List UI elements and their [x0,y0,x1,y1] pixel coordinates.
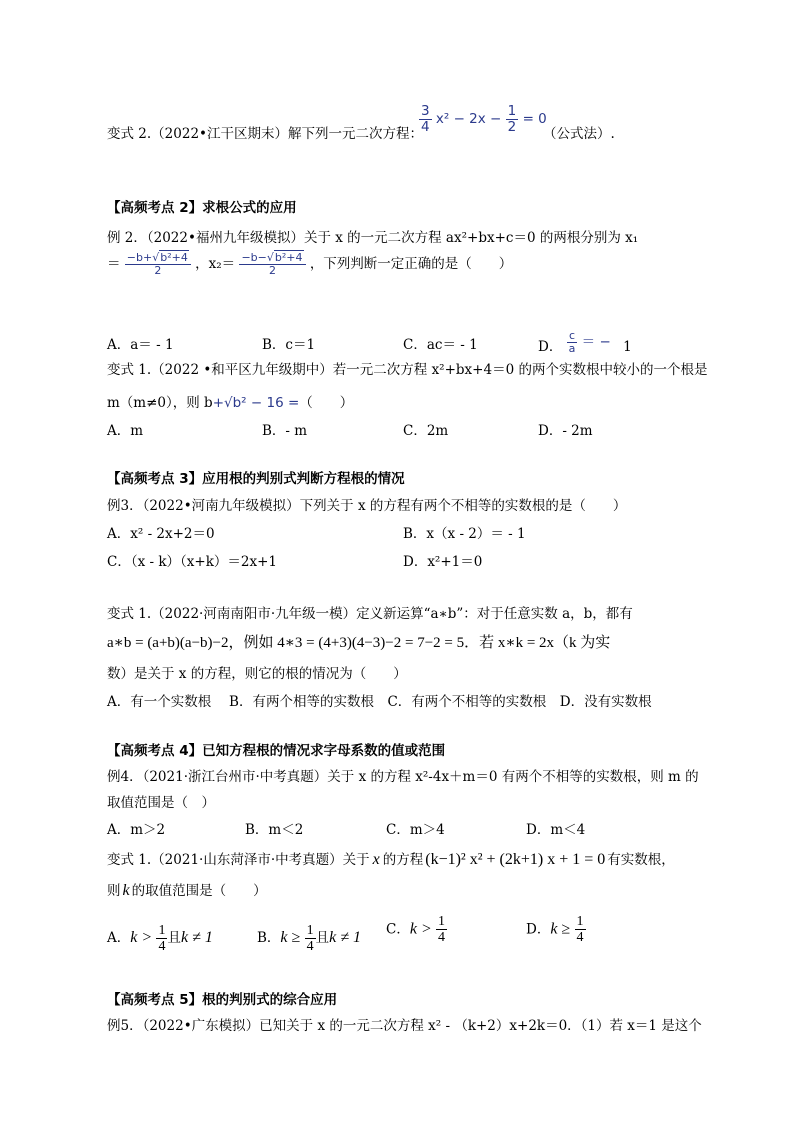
kp4-variant1-option-d: D．k ≥ $\frac{1}{4}$ [526,914,584,946]
kp2-variant1-line1: 变式 1.（2022 •和平区九年级期中）若一元二次方程 x²+bx+4＝0 的两个实数根中较小的一个根是 [107,362,708,378]
kp2-variant1-option-d: D．- 2m [538,423,593,439]
kp4-variant1-option-a: A．k > $\frac{1}{4}$ 且k ≠ 1 [107,922,213,954]
kp5-heading: 【高频考点 5】根的判别式的综合应用 [107,992,338,1008]
kp4-heading: 【高频考点 4】已知方程根的情况求字母系数的值或范围 [107,743,446,759]
kp4-example-line2: 取值范围是（ ） [107,795,215,811]
kp2-option-a: A．a＝ - 1 [107,337,174,353]
kp3-variant1-line2: a∗b = (a+b)(a−b)−2，例如 4∗3 = (4+3)(4−3)−2 = 7−2 = 5．若 x∗k = 2x（k 为实 [107,635,611,651]
kp3-variant1-line3: 数）是关于 x 的方程，则它的根的情况为（ ） [107,666,407,682]
kp2-example-line1: 例 2．（2022•福州九年级模拟）关于 x 的一元二次方程 ax²+bx+c＝0 的两根分别为 x₁ [107,230,639,246]
kp4-example-line1: 例4．（2021·浙江台州市·中考真题）关于 x 的方程 x²-4x＋m＝0 有两个不相等的实数根，则 m 的 [107,769,699,785]
variant2-suffix: （公式法）. [543,126,615,142]
kp4-variant1-line2: 则 k 的取值范围是（ ） [107,882,267,899]
kp4-variant1-option-b: B．k ≥ $\frac{1}{4}$ 且k ≠ 1 [257,922,361,954]
kp2-roots-line: ＝ $\frac{\text{−b+√b²+4}}{2}$ ，x₂＝ $\frac{\text{−b−√b²+4}}{2}$ ，下列判断一定正确的是（ ） [107,251,513,278]
kp3-option-c: C．（x - k）（x+k）＝2x+1 [107,554,277,570]
x2-formula: $\frac{\text{−b−√b²+4}}{2}$ [239,252,305,277]
kp2-variant1-option-c: C．2m [403,423,449,439]
kp4-option-c: C．m＞4 [386,822,445,838]
kp4-option-b: B．m＜2 [245,822,304,838]
kp2-variant1-option-b: B．- m [262,423,308,439]
kp4-option-d: D．m＜4 [526,822,586,838]
kp2-option-d: D． $\frac{c}{a}$ ＝ − 1 [538,328,632,355]
kp3-example-line: 例3．（2022•河南九年级模拟）下列关于 x 的方程有两个不相等的实数根的是（ ） [107,498,627,514]
kp2-option-b: B．c＝1 [262,337,316,353]
variant2-equation-line [107,124,423,144]
kp3-variant1-options: A．有一个实数根 B．有两个相等的实数根 C．有两个不相等的实数根 D．没有实数根 [107,694,652,710]
kp4-variant1-option-c: C．k > $\frac{1}{4}$ [386,914,446,946]
variant2-equation: $\frac{3}{4}$ x² − 2x − $\frac{1}{2}$ = 0 [421,103,547,135]
kp3-option-b: B．x（x - 2）＝ - 1 [403,526,526,542]
fraction-1-2: $\frac{1}{2}$ [507,103,517,135]
fraction-3-4: $\frac{3}{4}$ [421,103,430,135]
kp2-option-c: C．ac＝ - 1 [403,337,478,353]
kp3-heading: 【高频考点 3】应用根的判别式判断方程根的情况 [107,471,405,487]
kp3-variant1-line1: 变式 1.（2022·河南南阳市·九年级一模）定义新运算“a∗b”：对于任意实数 a，b，都有 [107,606,633,622]
kp5-example-line: 例5．（2022•广东模拟）已知关于 x 的一元二次方程 x² - （k+2）x+2k＝0．（1）若 x＝1 是这个 [107,1018,702,1034]
kp2-variant1-option-a: A．m [107,423,144,439]
kp3-option-a: A．x² - 2x+2＝0 [107,526,215,542]
kp2-heading: 【高频考点 2】求根公式的应用 [107,200,297,216]
kp4-option-a: A．m＞2 [107,822,166,838]
kp2-variant1-line2: m（m≠0），则 b+√b² − 16 =（ ） [107,395,354,411]
variant2-label: 变式 2.（2022•江干区期末）解下列一元二次方程： [107,126,423,142]
x1-formula: $\frac{\text{−b+√b²+4}}{2}$ [125,252,191,277]
kp4-variant1-line1: 变式 1.（2021·山东菏泽市·中考真题）关于 x 的方程 (k−1)² x² + (2k+1) x + 1 = 0 有实数根， [107,851,675,868]
kp3-option-d: D．x²+1＝0 [403,554,483,570]
